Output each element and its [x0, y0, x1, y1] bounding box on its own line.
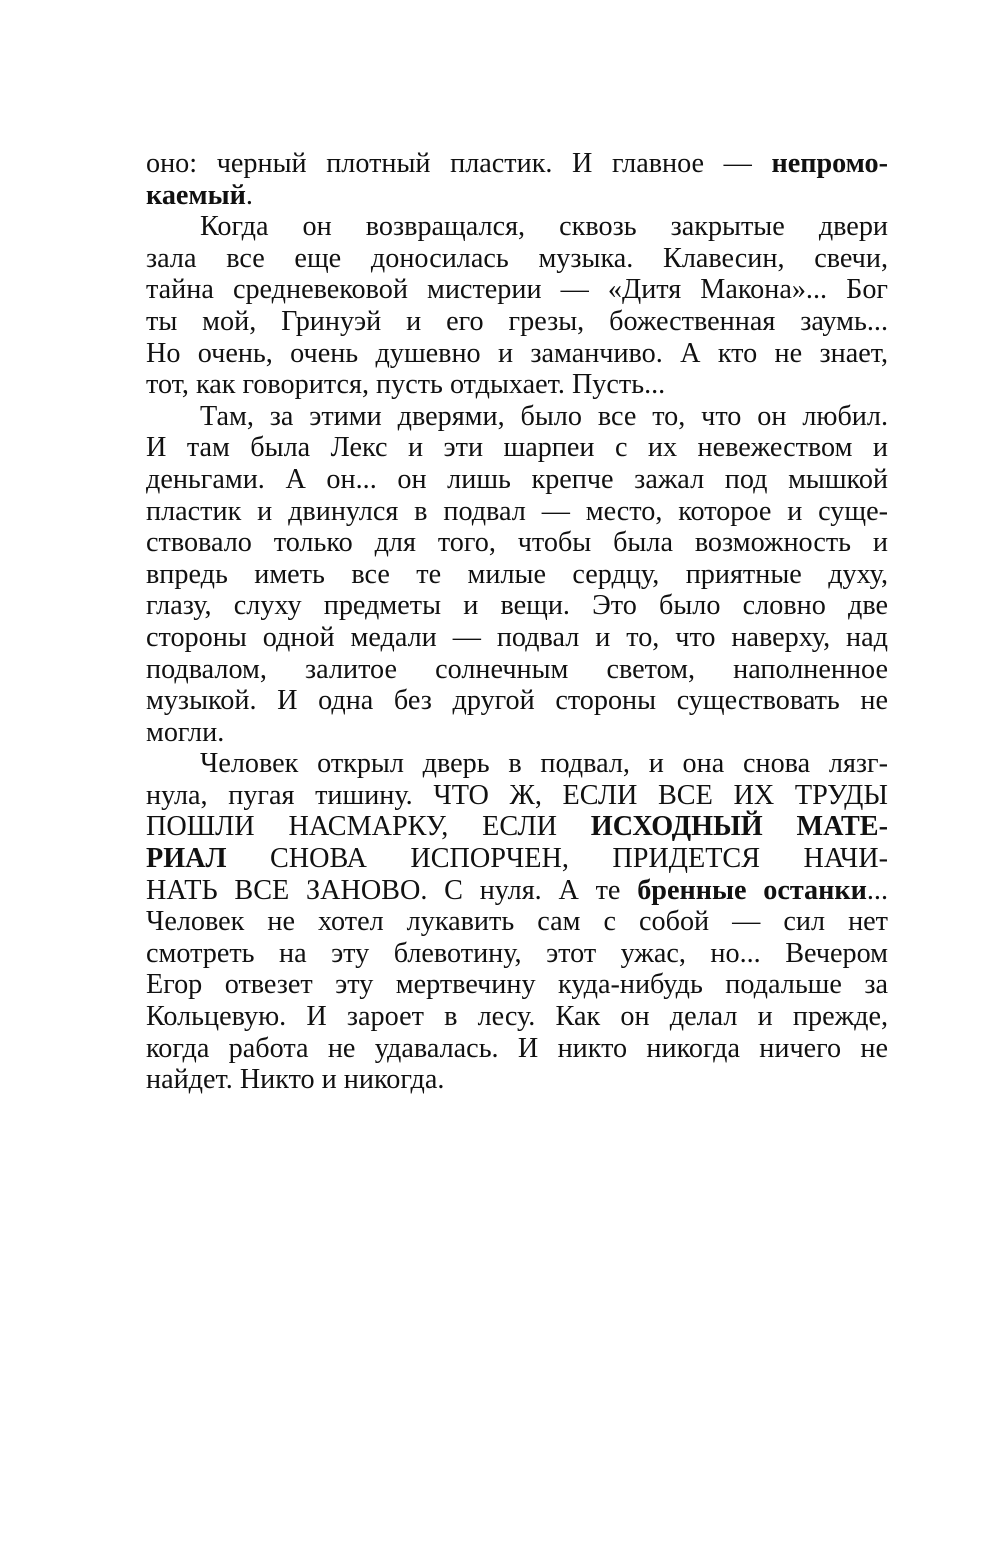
text-line: глазу, слуху предметы и вещи. Это было словно две	[146, 590, 888, 622]
text-line: Там, за этими дверями, было все то, что он любил.	[200, 400, 888, 432]
text-line: зала все еще доносилась музыка. Клавесин, свечи,	[146, 242, 888, 274]
text-line: могли.	[146, 716, 225, 748]
text-line: НАТЬ ВСЕ ЗАНОВО. С нуля. А те бренные останки...	[146, 874, 888, 906]
text-line: оно: черный плотный пластик. И главное — непромо-	[146, 148, 888, 179]
text-line: Человек не хотел лукавить сам с собой — сил нет	[146, 906, 888, 938]
text-line: когда работа не удавалась. И никто никогда ничего не	[146, 1032, 888, 1064]
text-line: И там была Лекс и эти шарпеи с их невежеством и	[146, 432, 888, 464]
text-line: ПОШЛИ НАСМАРКУ, ЕСЛИ ИСХОДНЫЙ МАТЕ-	[146, 811, 888, 843]
text-line: Когда он возвращался, сквозь закрытые двери	[200, 211, 888, 243]
text-line: деньгами. А он... он лишь крепче зажал под мышкой	[146, 463, 888, 495]
text-line: найдет. Никто и никогда.	[146, 1064, 445, 1096]
text-line: РИАЛ СНОВА ИСПОРЧЕН, ПРИДЕТСЯ НАЧИ-	[146, 843, 888, 875]
text-line: подвалом, залитое солнечным светом, наполненное	[146, 653, 888, 685]
text-line: смотреть на эту блевотину, этот ужас, но... Вечером	[146, 937, 888, 969]
text-line: Егор отвезет эту мертвечину куда-нибудь подальше за	[146, 969, 888, 1001]
text-line: ствовало только для того, чтобы была возможность и	[146, 527, 888, 559]
text-line: каемый.	[146, 179, 253, 211]
text-line: тайна средневековой мистерии — «Дитя Макона»... Бог	[146, 274, 888, 306]
text-line: музыкой. И одна без другой стороны существовать не	[146, 685, 888, 717]
paragraph	[146, 211, 888, 401]
paragraph	[146, 748, 888, 1096]
text-line: нула, пугая тишину. ЧТО Ж, ЕСЛИ ВСЕ ИХ ТРУДЫ	[146, 779, 888, 811]
paragraph	[146, 148, 888, 211]
text-line: Но очень, очень душевно и заманчиво. А кто не знает,	[146, 337, 888, 369]
text-line: Человек открыл дверь в подвал, и она снова лязг-	[200, 748, 888, 780]
text-line: тот, как говорится, пусть отдыхает. Пусть...	[146, 369, 666, 401]
text-line: впредь иметь все те милые сердцу, приятные духу,	[146, 558, 888, 590]
text-line: пластик и двинулся в подвал — место, которое и суще-	[146, 495, 888, 527]
paragraph	[146, 401, 888, 749]
text-line: ты мой, Гринуэй и его грезы, божественная заумь...	[146, 305, 888, 337]
text-line: стороны одной медали — подвал и то, что наверху, над	[146, 621, 888, 653]
book-page-body	[146, 148, 888, 1096]
text-line: Кольцевую. И зароет в лесу. Как он делал и прежде,	[146, 1001, 888, 1033]
